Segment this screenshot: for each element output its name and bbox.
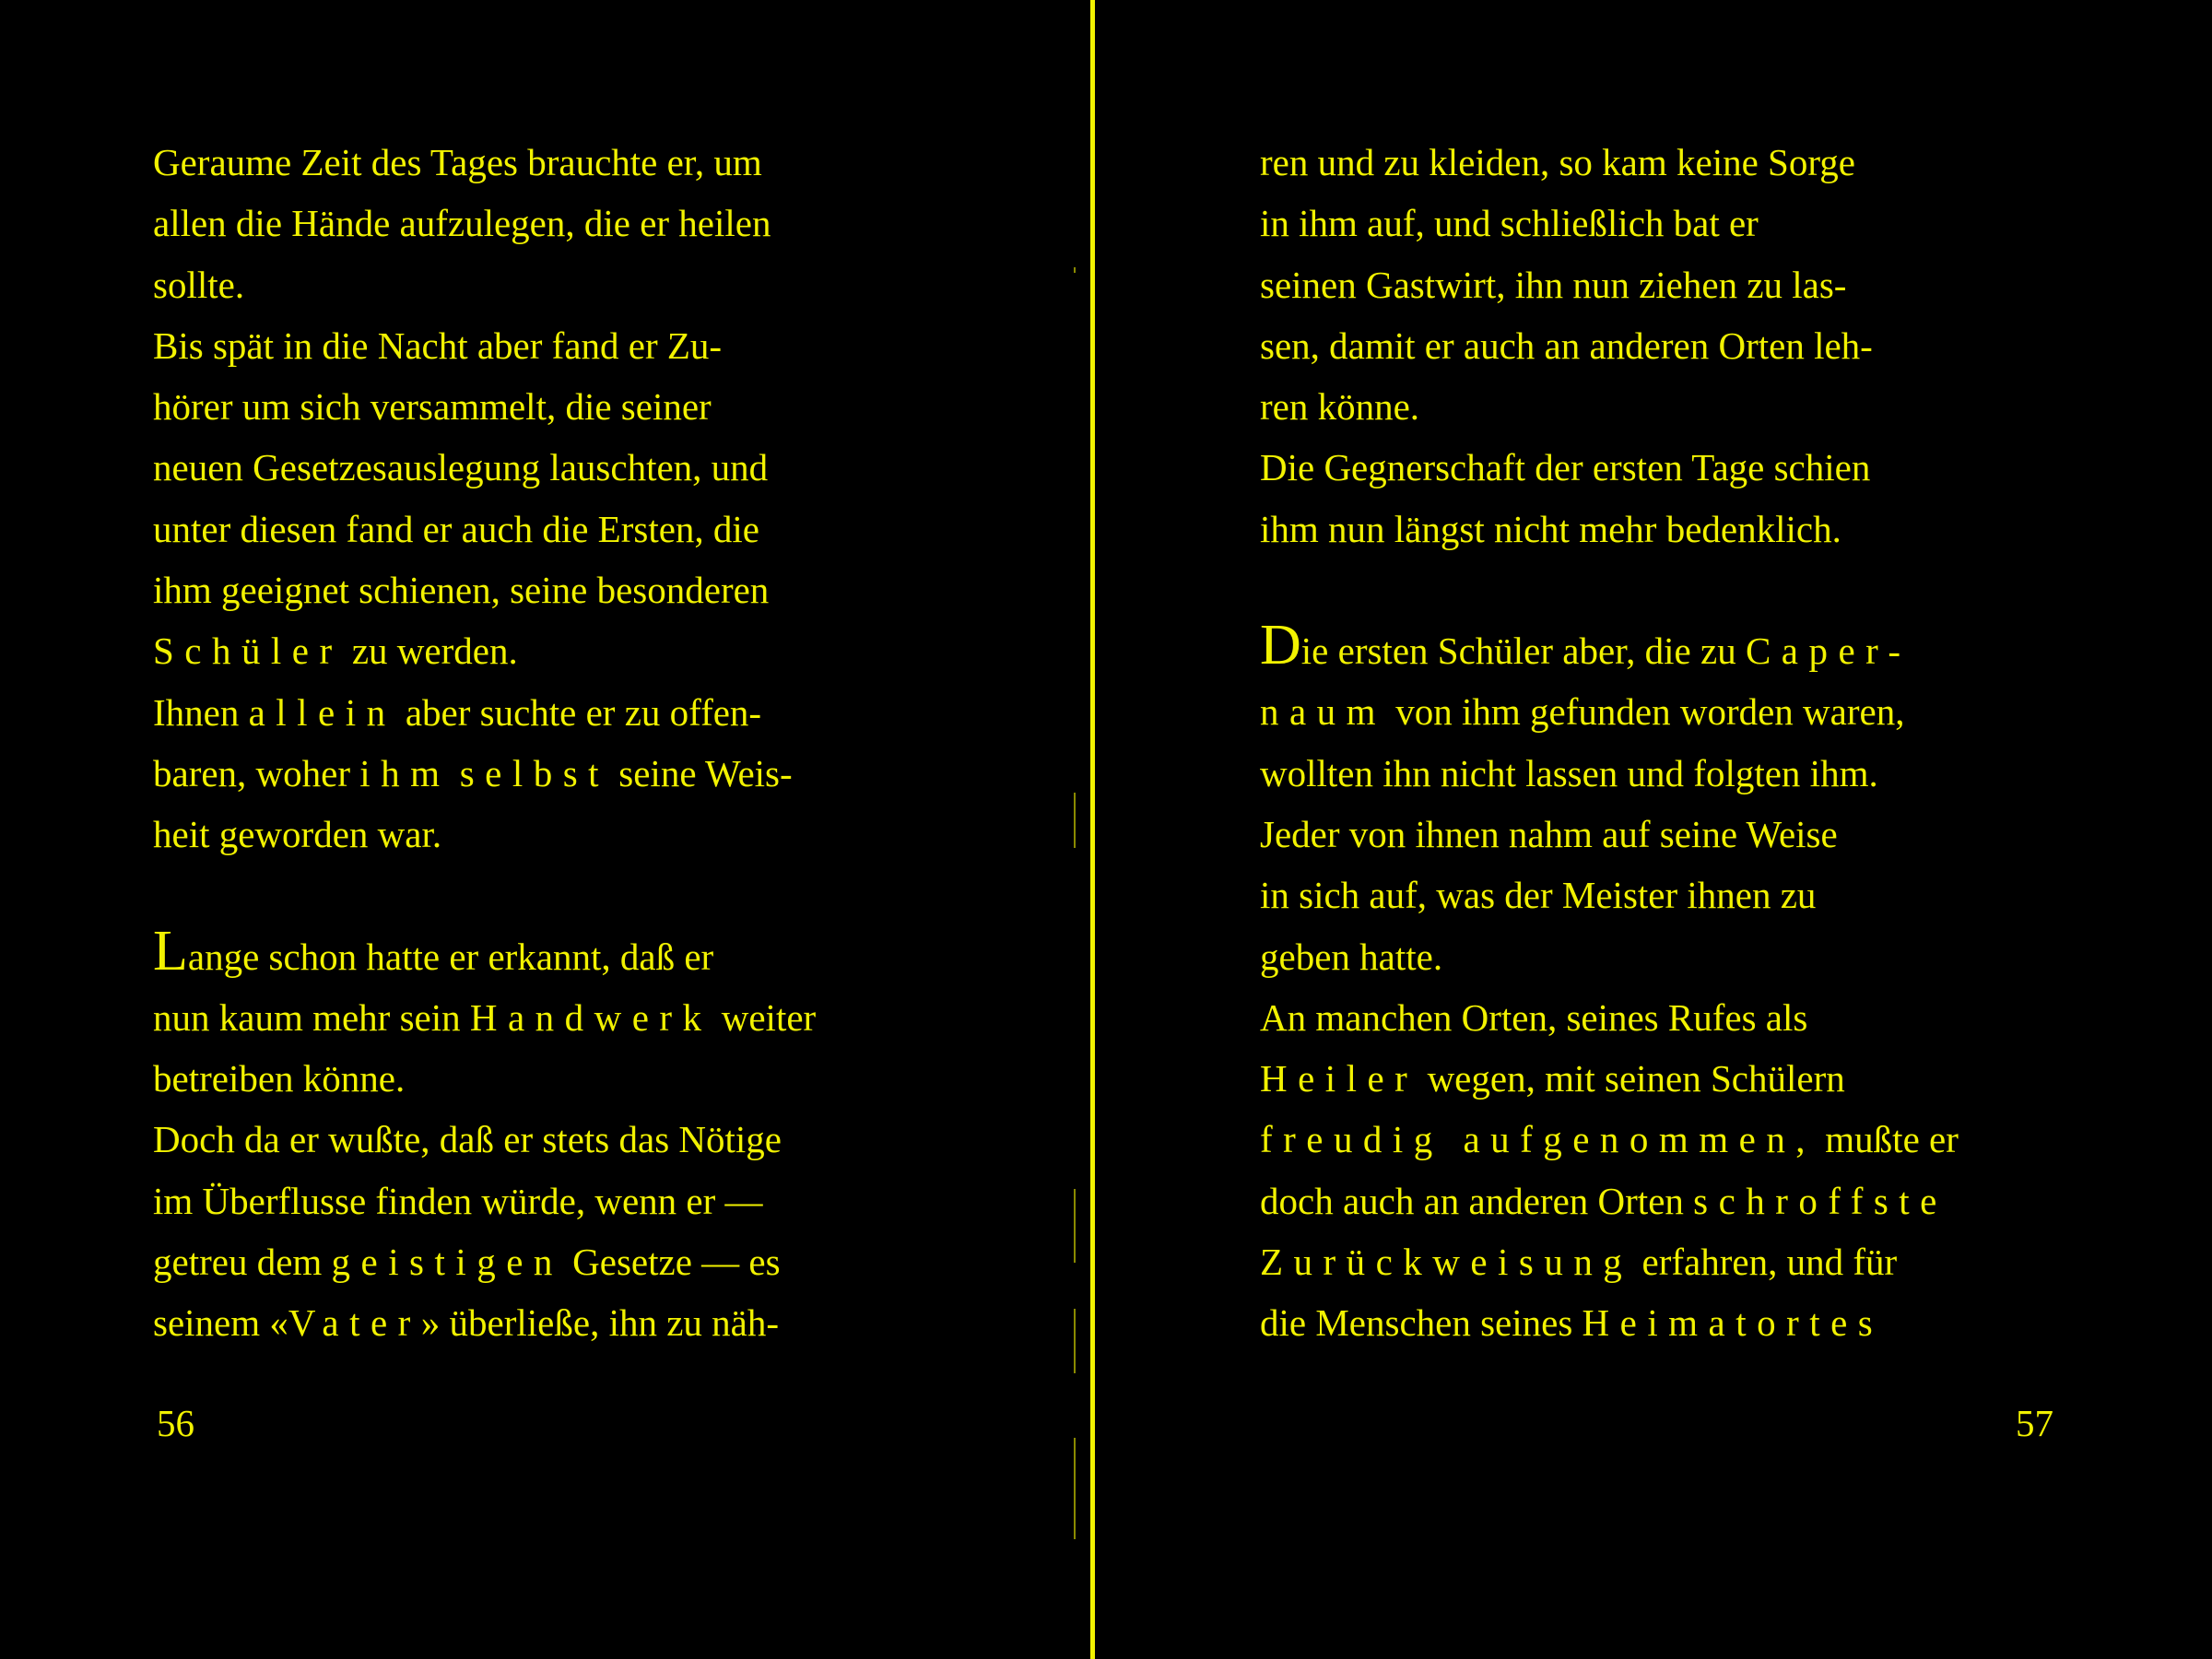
page-number: 56 bbox=[157, 1402, 194, 1444]
paragraph bbox=[153, 315, 940, 682]
text-line: An manchen Orten, seines Rufes als bbox=[1260, 995, 1808, 1039]
text-line: neuen Gesetzesauslegung lauschten, und bbox=[153, 446, 769, 489]
text-fragment: ange schon hatte er erkannt, daß er bbox=[187, 935, 714, 978]
text-line: geben hatte. bbox=[1260, 935, 1443, 978]
text-line: allen die Hände aufzulegen, die er heilen bbox=[153, 202, 771, 245]
spaced-emphasis: freudig aufgenommen, bbox=[1260, 1118, 1817, 1161]
spaced-emphasis: allein bbox=[248, 690, 396, 734]
text-line: Bis spät in die Nacht aber fand er Zu- bbox=[153, 324, 723, 367]
text-fragment: erfahren, und für bbox=[1632, 1241, 1898, 1284]
text-line: Doch da er wußte, daß er stets das Nötige bbox=[153, 1118, 782, 1161]
spaced-emphasis: naum bbox=[1260, 690, 1387, 734]
text-line: sollte. bbox=[153, 263, 245, 306]
text-line: sen, damit er auch an anderen Orten leh- bbox=[1260, 324, 1873, 367]
text-line: hörer um sich versammelt, die seiner bbox=[153, 385, 712, 429]
paragraph bbox=[153, 132, 940, 315]
text-fragment: zu werden. bbox=[342, 629, 518, 673]
paragraph bbox=[1260, 132, 2053, 437]
spaced-emphasis: Handwerk bbox=[469, 995, 712, 1039]
initial-capital: D bbox=[1260, 614, 1301, 677]
text-line: wollten ihn nicht lassen und folgten ihm. bbox=[1260, 751, 1878, 794]
text-fragment: weiter bbox=[712, 995, 817, 1039]
text-fragment: Gesetze — es bbox=[562, 1241, 781, 1284]
spaced-emphasis: Caper- bbox=[1745, 629, 1912, 673]
text-fragment: aber suchte er zu offen- bbox=[395, 690, 762, 734]
text-line: ren und zu kleiden, so kam keine Sorge bbox=[1260, 141, 1855, 183]
text-fragment: seinem « bbox=[153, 1301, 288, 1345]
text-line: ihm geeignet schienen, seine besonderen bbox=[153, 569, 770, 612]
text-line: Jeder von ihnen nahm auf seine Weise bbox=[1260, 812, 1838, 855]
text-fragment bbox=[451, 752, 460, 794]
text-fragment: von ihm gefunden worden waren, bbox=[1386, 690, 1905, 734]
text-line: betreiben könne. bbox=[153, 1057, 406, 1100]
text-line: in sich auf, was der Meister ihnen zu bbox=[1260, 874, 1817, 917]
paragraph bbox=[1260, 614, 2053, 987]
text-line: in ihm auf, und schließlich bat er bbox=[1260, 202, 1759, 245]
text-line: Geraume Zeit des Tages brauchte er, um bbox=[153, 141, 762, 183]
paragraph bbox=[153, 1109, 940, 1353]
text-line: ren könne. bbox=[1260, 385, 1420, 429]
text-fragment: nun kaum mehr sein bbox=[153, 995, 470, 1039]
text-line: im Überflusse finden würde, wenn er — bbox=[153, 1179, 763, 1222]
right-text-column bbox=[1260, 132, 2053, 1354]
left-page bbox=[0, 0, 1088, 1659]
spaced-emphasis: Vater bbox=[288, 1301, 421, 1345]
text-fragment: wegen, mit seinen Schülern bbox=[1418, 1057, 1845, 1100]
text-line: unter diesen fand er auch die Ersten, die bbox=[153, 507, 760, 550]
paragraph bbox=[1260, 437, 2053, 559]
text-fragment: baren, woher bbox=[153, 751, 360, 794]
text-fragment: ie ersten Schüler aber, die zu bbox=[1300, 629, 1746, 673]
paragraph bbox=[1260, 987, 2053, 1354]
left-text-column bbox=[153, 132, 940, 1354]
text-fragment: doch auch an anderen Orten bbox=[1260, 1179, 1694, 1222]
gutter-speck bbox=[1074, 1189, 1076, 1263]
spaced-emphasis: geistigen bbox=[331, 1241, 563, 1284]
text-fragment: mußte er bbox=[1816, 1118, 1959, 1161]
spaced-emphasis: selbst bbox=[459, 751, 610, 794]
gutter-speck bbox=[1074, 1438, 1076, 1539]
paragraph bbox=[153, 919, 940, 1110]
spaced-emphasis: Zurückweisung bbox=[1260, 1241, 1633, 1284]
text-fragment: die Menschen seines bbox=[1260, 1301, 1583, 1345]
text-fragment: seine Weis- bbox=[609, 751, 793, 794]
spaced-emphasis: Heiler bbox=[1260, 1057, 1418, 1100]
spaced-emphasis: ihm bbox=[359, 751, 451, 794]
text-fragment: getreu dem bbox=[153, 1241, 332, 1284]
text-line: Die Gegnerschaft der ersten Tage schien bbox=[1260, 446, 1871, 489]
initial-capital: L bbox=[153, 919, 188, 982]
right-page bbox=[1106, 0, 2212, 1659]
page-number: 57 bbox=[2016, 1402, 2053, 1444]
gutter-speck bbox=[1074, 793, 1076, 848]
spaced-emphasis: Heimatortes bbox=[1582, 1301, 1884, 1345]
text-fragment: Ihnen bbox=[153, 690, 249, 734]
text-line: heit geworden war. bbox=[153, 813, 442, 856]
book-gutter bbox=[1090, 0, 1095, 1659]
text-line: ihm nun längst nicht mehr bedenklich. bbox=[1260, 507, 1841, 550]
spaced-emphasis: schroffste bbox=[1693, 1179, 1947, 1222]
gutter-speck bbox=[1074, 267, 1076, 273]
text-line: seinen Gastwirt, ihn nun ziehen zu las- bbox=[1260, 263, 1847, 306]
text-fragment: » überließe, ihn zu näh- bbox=[420, 1301, 780, 1345]
paragraph bbox=[153, 682, 940, 865]
gutter-speck bbox=[1074, 1309, 1076, 1373]
spaced-emphasis: Schüler bbox=[153, 629, 343, 673]
